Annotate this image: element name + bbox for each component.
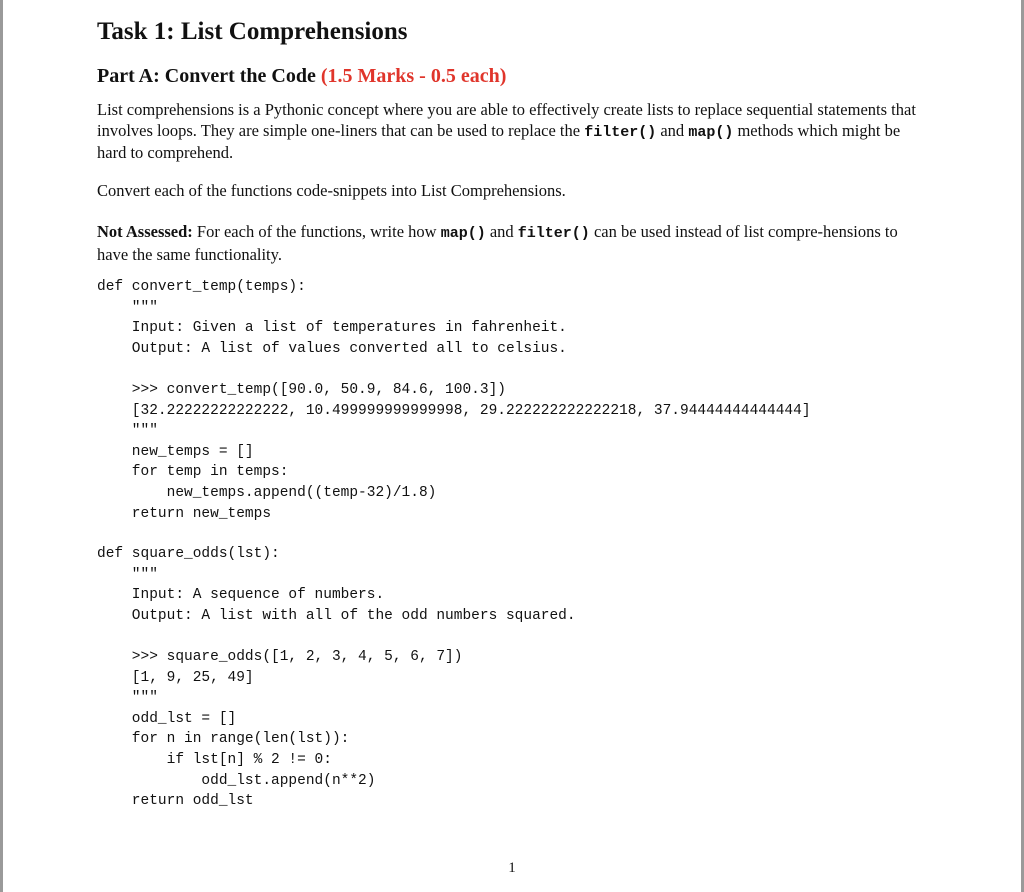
not-assessed-code-map: map() bbox=[440, 225, 486, 242]
code-line: Output: A list with all of the odd numbers squared. bbox=[97, 607, 576, 624]
code-line: Input: Given a list of temperatures in fahrenheit. bbox=[97, 320, 567, 337]
code-line: def convert_temp(temps): bbox=[97, 279, 306, 295]
code-line: return odd_lst bbox=[97, 793, 254, 810]
not-assessed-text-2: and bbox=[485, 222, 518, 241]
code-line: odd_lst = [] bbox=[97, 710, 237, 727]
code-line: >>> convert_temp([90.0, 50.9, 84.6, 100.3]) bbox=[97, 381, 506, 398]
code-line: new_temps = [] bbox=[97, 443, 254, 460]
intro-paragraph bbox=[97, 100, 929, 164]
code-line: for temp in temps: bbox=[97, 464, 289, 481]
not-assessed-label: Not Assessed: bbox=[97, 222, 193, 241]
code-line: Input: A sequence of numbers. bbox=[97, 587, 385, 604]
code-line: [32.22222222222222, 10.499999999999998, 29.222222222222218, 37.94444444444444] bbox=[97, 402, 811, 419]
code-line: for n in range(len(lst)): bbox=[97, 731, 350, 748]
code-line: """ bbox=[97, 566, 158, 583]
intro-code-filter: filter() bbox=[584, 123, 657, 141]
code-line: >>> square_odds([1, 2, 3, 4, 5, 6, 7]) bbox=[97, 648, 463, 665]
code-line: new_temps.append((temp-32)/1.8) bbox=[97, 484, 437, 501]
code-line: def square_odds(lst): bbox=[97, 546, 280, 562]
code-line: [1, 9, 25, 49] bbox=[97, 669, 254, 686]
not-assessed-text-1: For each of the functions, write how bbox=[192, 222, 441, 241]
not-assessed-paragraph bbox=[97, 222, 929, 265]
intro-code-map: map() bbox=[688, 123, 734, 141]
code-line: """ bbox=[97, 299, 158, 316]
part-title bbox=[97, 64, 506, 88]
not-assessed-code-filter: filter() bbox=[517, 225, 590, 242]
page-number: 1 bbox=[508, 860, 516, 876]
code-line bbox=[97, 359, 811, 380]
not-assessed-text-3: can be used instead of list compre-hensions to have the same functionality. bbox=[97, 222, 898, 264]
page-edge-left bbox=[0, 0, 3, 892]
code-line: return new_temps bbox=[97, 505, 272, 522]
code-block-square-odds bbox=[97, 544, 576, 812]
intro-text-1: List comprehensions is a Pythonic concept where you are able to effectively create lists to replace sequential statements that involves loops. They are simple one-liners that can be used to replace the bbox=[97, 100, 916, 140]
task-title: Task 1: List Comprehensions bbox=[97, 18, 408, 45]
part-marks: (1.5 Marks - 0.5 each) bbox=[320, 65, 507, 87]
code-block-convert-temp bbox=[97, 277, 811, 524]
part-title-text: Part A: Convert the Code bbox=[97, 65, 316, 87]
code-line: odd_lst.append(n**2) bbox=[97, 772, 376, 789]
instruction-paragraph: Convert each of the functions code-snippets into List Comprehensions. bbox=[97, 181, 566, 200]
code-line: Output: A list of values converted all to celsius. bbox=[97, 340, 567, 357]
intro-text-3: methods which might be hard to comprehend. bbox=[97, 120, 901, 162]
code-line: """ bbox=[97, 690, 158, 707]
code-line bbox=[97, 626, 576, 647]
code-line: """ bbox=[97, 423, 158, 440]
intro-text-2: and bbox=[656, 120, 689, 140]
code-line: if lst[n] % 2 != 0: bbox=[97, 751, 332, 768]
